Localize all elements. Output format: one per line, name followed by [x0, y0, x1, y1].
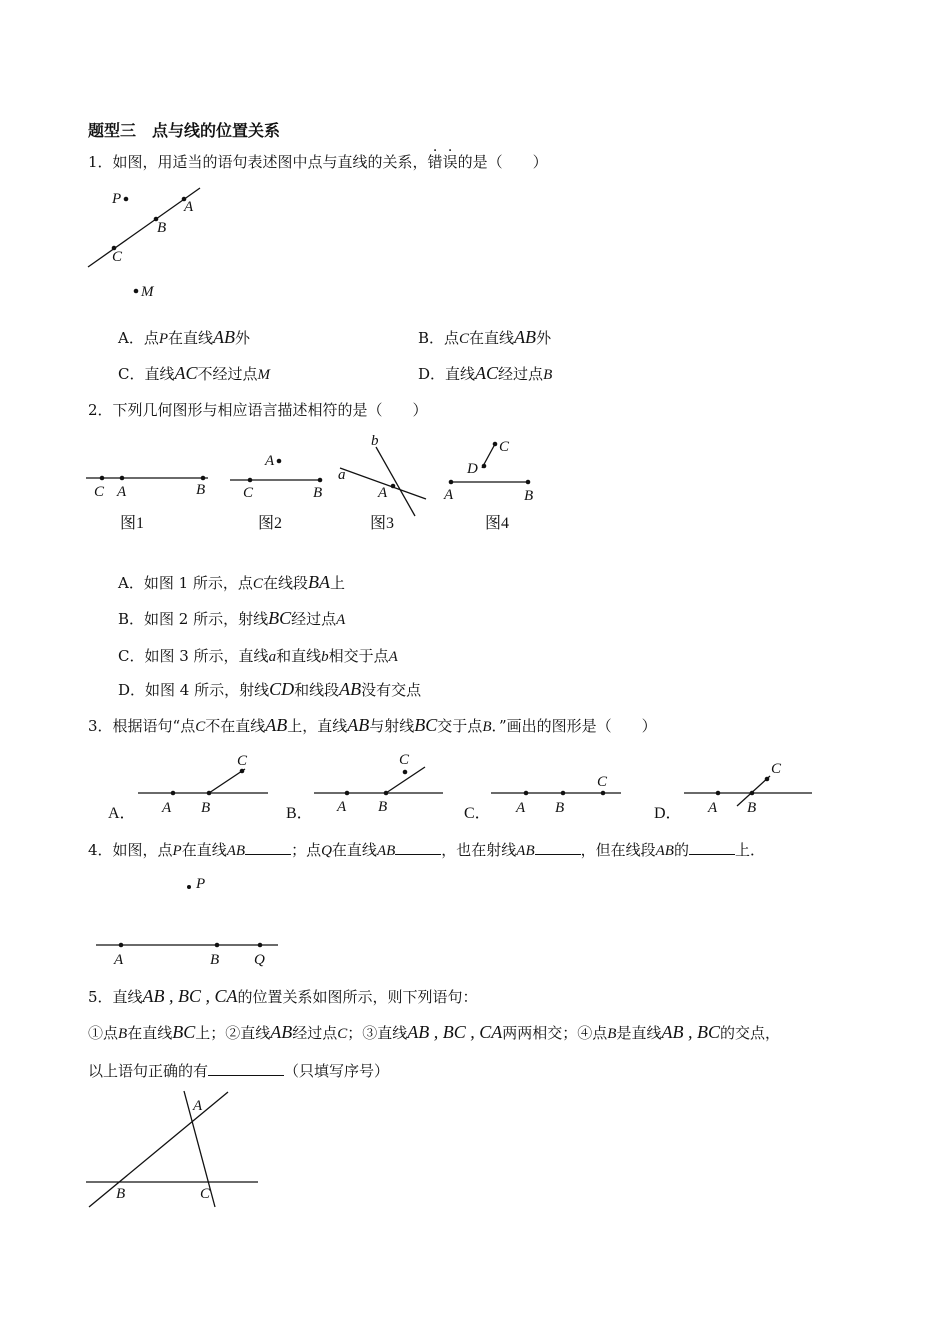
q2-caption-2: 图2	[258, 515, 283, 532]
q2-fig2	[230, 453, 322, 532]
q1-option-b[interactable]: B．点C在直线AB外	[418, 327, 552, 347]
svg-text:A: A	[162, 800, 172, 816]
q5-label-a: A	[193, 1098, 203, 1114]
svg-text:A: A	[516, 800, 526, 816]
q2-option-b[interactable]: B．如图 2 所示，射线BC经过点A	[118, 608, 346, 628]
q2-fig3	[338, 433, 426, 532]
svg-text:A: A	[708, 800, 718, 816]
svg-text:B: B	[555, 800, 565, 816]
q1-point-m	[134, 289, 139, 294]
q2-fig3-label-a-point: A	[378, 485, 388, 501]
q2-fig4-label-a: A	[444, 487, 454, 503]
q2-fig3-label-b: b	[371, 433, 379, 449]
q4-label-q: Q	[254, 952, 265, 968]
q2-caption-1: 图1	[120, 515, 145, 532]
q3-option-a-figure	[108, 753, 268, 822]
q4-point-b	[215, 943, 220, 948]
q1-label-p: P	[112, 191, 122, 207]
q2-fig2-point-b	[318, 478, 323, 483]
q2-fig4-label-b: B	[524, 488, 534, 504]
q2-figures	[80, 430, 550, 540]
svg-text:C: C	[237, 753, 248, 769]
q4-blank-1[interactable]	[245, 840, 291, 855]
q4-stem: 4．如图，点P在直线AB ；点Q在直线AB ，也在射线AB ，但在线段AB的 上．	[88, 841, 765, 859]
q2-fig1-label-c: C	[94, 484, 105, 500]
q3-option-b-label: B．	[286, 805, 313, 822]
q1-option-a[interactable]: A．点P在直线AB外	[118, 327, 251, 347]
q5-label-b: B	[116, 1186, 126, 1202]
q1-option-c[interactable]: C．直线AC不经过点M	[118, 363, 271, 383]
q2-fig3-point-a	[391, 484, 396, 489]
q2-caption-4: 图4	[485, 515, 510, 532]
svg-text:C: C	[771, 761, 782, 777]
q2-fig1	[86, 476, 208, 532]
q5-label-c: C	[200, 1186, 211, 1202]
svg-text:A: A	[337, 799, 347, 815]
q2-fig4-label-d: D	[467, 461, 478, 477]
q2-fig2-point-a	[277, 459, 282, 464]
q2-fig2-label-b: B	[313, 485, 323, 501]
q2-fig1-point-b	[201, 476, 206, 481]
q2-fig1-point-a	[120, 476, 125, 481]
q3-option-a-label: A．	[108, 805, 136, 822]
q3-stem: 3．根据语句“点C不在直线AB上，直线AB与射线BC交于点B．”画出的图形是（ ）	[88, 715, 657, 735]
q3-option-c-figure	[464, 774, 621, 822]
q2-fig4-point-d	[482, 464, 487, 469]
q1-label-c: C	[112, 249, 123, 265]
q4-label-p: P	[196, 876, 206, 892]
q1-option-d[interactable]: D．直线AC经过点B	[418, 363, 553, 383]
q2-fig1-label-b: B	[196, 482, 206, 498]
q3-option-b-figure	[286, 752, 443, 822]
q1-point-p	[124, 197, 129, 202]
q1-figure	[80, 180, 220, 310]
q2-option-c[interactable]: C．如图 3 所示，直线a和直线b相交于点A	[118, 647, 398, 665]
q1-stem: 1．如图，用适当的语句表述图中点与直线的关系，错误的是（ ）	[88, 153, 548, 171]
svg-text:B: B	[747, 800, 757, 816]
q5-stem: 5．直线AB , BC , CA的位置关系如图所示，则下列语句：	[88, 986, 478, 1006]
q1-label-m: M	[141, 284, 154, 300]
q2-fig3-label-a-line: a	[338, 467, 346, 483]
svg-text:B: B	[378, 799, 388, 815]
svg-text:C: C	[399, 752, 410, 768]
svg-text:B: B	[201, 800, 211, 816]
q4-label-b: B	[210, 952, 220, 968]
q4-point-p	[187, 885, 191, 889]
q2-fig4-point-b	[526, 480, 531, 485]
q5-statements: ①点B在直线BC上；②直线AB经过点C；③直线AB , BC , CA两两相交；④点B是直线AB , BC的交点，	[88, 1022, 780, 1042]
q2-fig2-label-c: C	[243, 485, 254, 501]
q1-label-a: A	[184, 199, 194, 215]
q5-answer-blank[interactable]	[208, 1061, 284, 1076]
q1-label-b: B	[157, 220, 167, 236]
q4-label-a: A	[114, 952, 124, 968]
q4-blank-4[interactable]	[689, 840, 735, 855]
svg-text:C: C	[597, 774, 608, 790]
q4-figure	[90, 870, 290, 975]
q2-stem: 2．下列几何图形与相应语言描述相符的是（ ）	[88, 401, 428, 419]
q4-point-q	[258, 943, 263, 948]
q3-figures	[100, 745, 830, 830]
q3-option-c-label: C．	[464, 805, 491, 822]
q2-fig1-label-a: A	[117, 484, 127, 500]
q4-blank-3[interactable]	[535, 840, 581, 855]
q2-option-d[interactable]: D．如图 4 所示，射线CD和线段AB没有交点	[118, 679, 422, 699]
q2-fig4	[443, 439, 533, 532]
q2-fig4-point-a	[449, 480, 454, 485]
q4-point-a	[119, 943, 124, 948]
q5-prompt: 以上语句正确的有 （只填写序号）	[88, 1062, 390, 1080]
q2-fig4-point-c	[493, 442, 498, 447]
q2-fig2-label-a: A	[265, 453, 275, 469]
section-title: 题型三 点与线的位置关系	[88, 121, 281, 140]
q2-fig2-point-c	[248, 478, 253, 483]
q4-blank-2[interactable]	[395, 840, 441, 855]
q2-option-a[interactable]: A．如图 1 所示，点C在线段BA上	[118, 572, 345, 592]
q3-option-d-figure	[654, 761, 812, 822]
q2-fig1-point-c	[100, 476, 105, 481]
q5-figure	[80, 1085, 270, 1215]
q2-caption-3: 图3	[370, 515, 395, 532]
q2-fig4-label-c: C	[499, 439, 510, 455]
q3-option-d-label: D．	[654, 805, 682, 822]
